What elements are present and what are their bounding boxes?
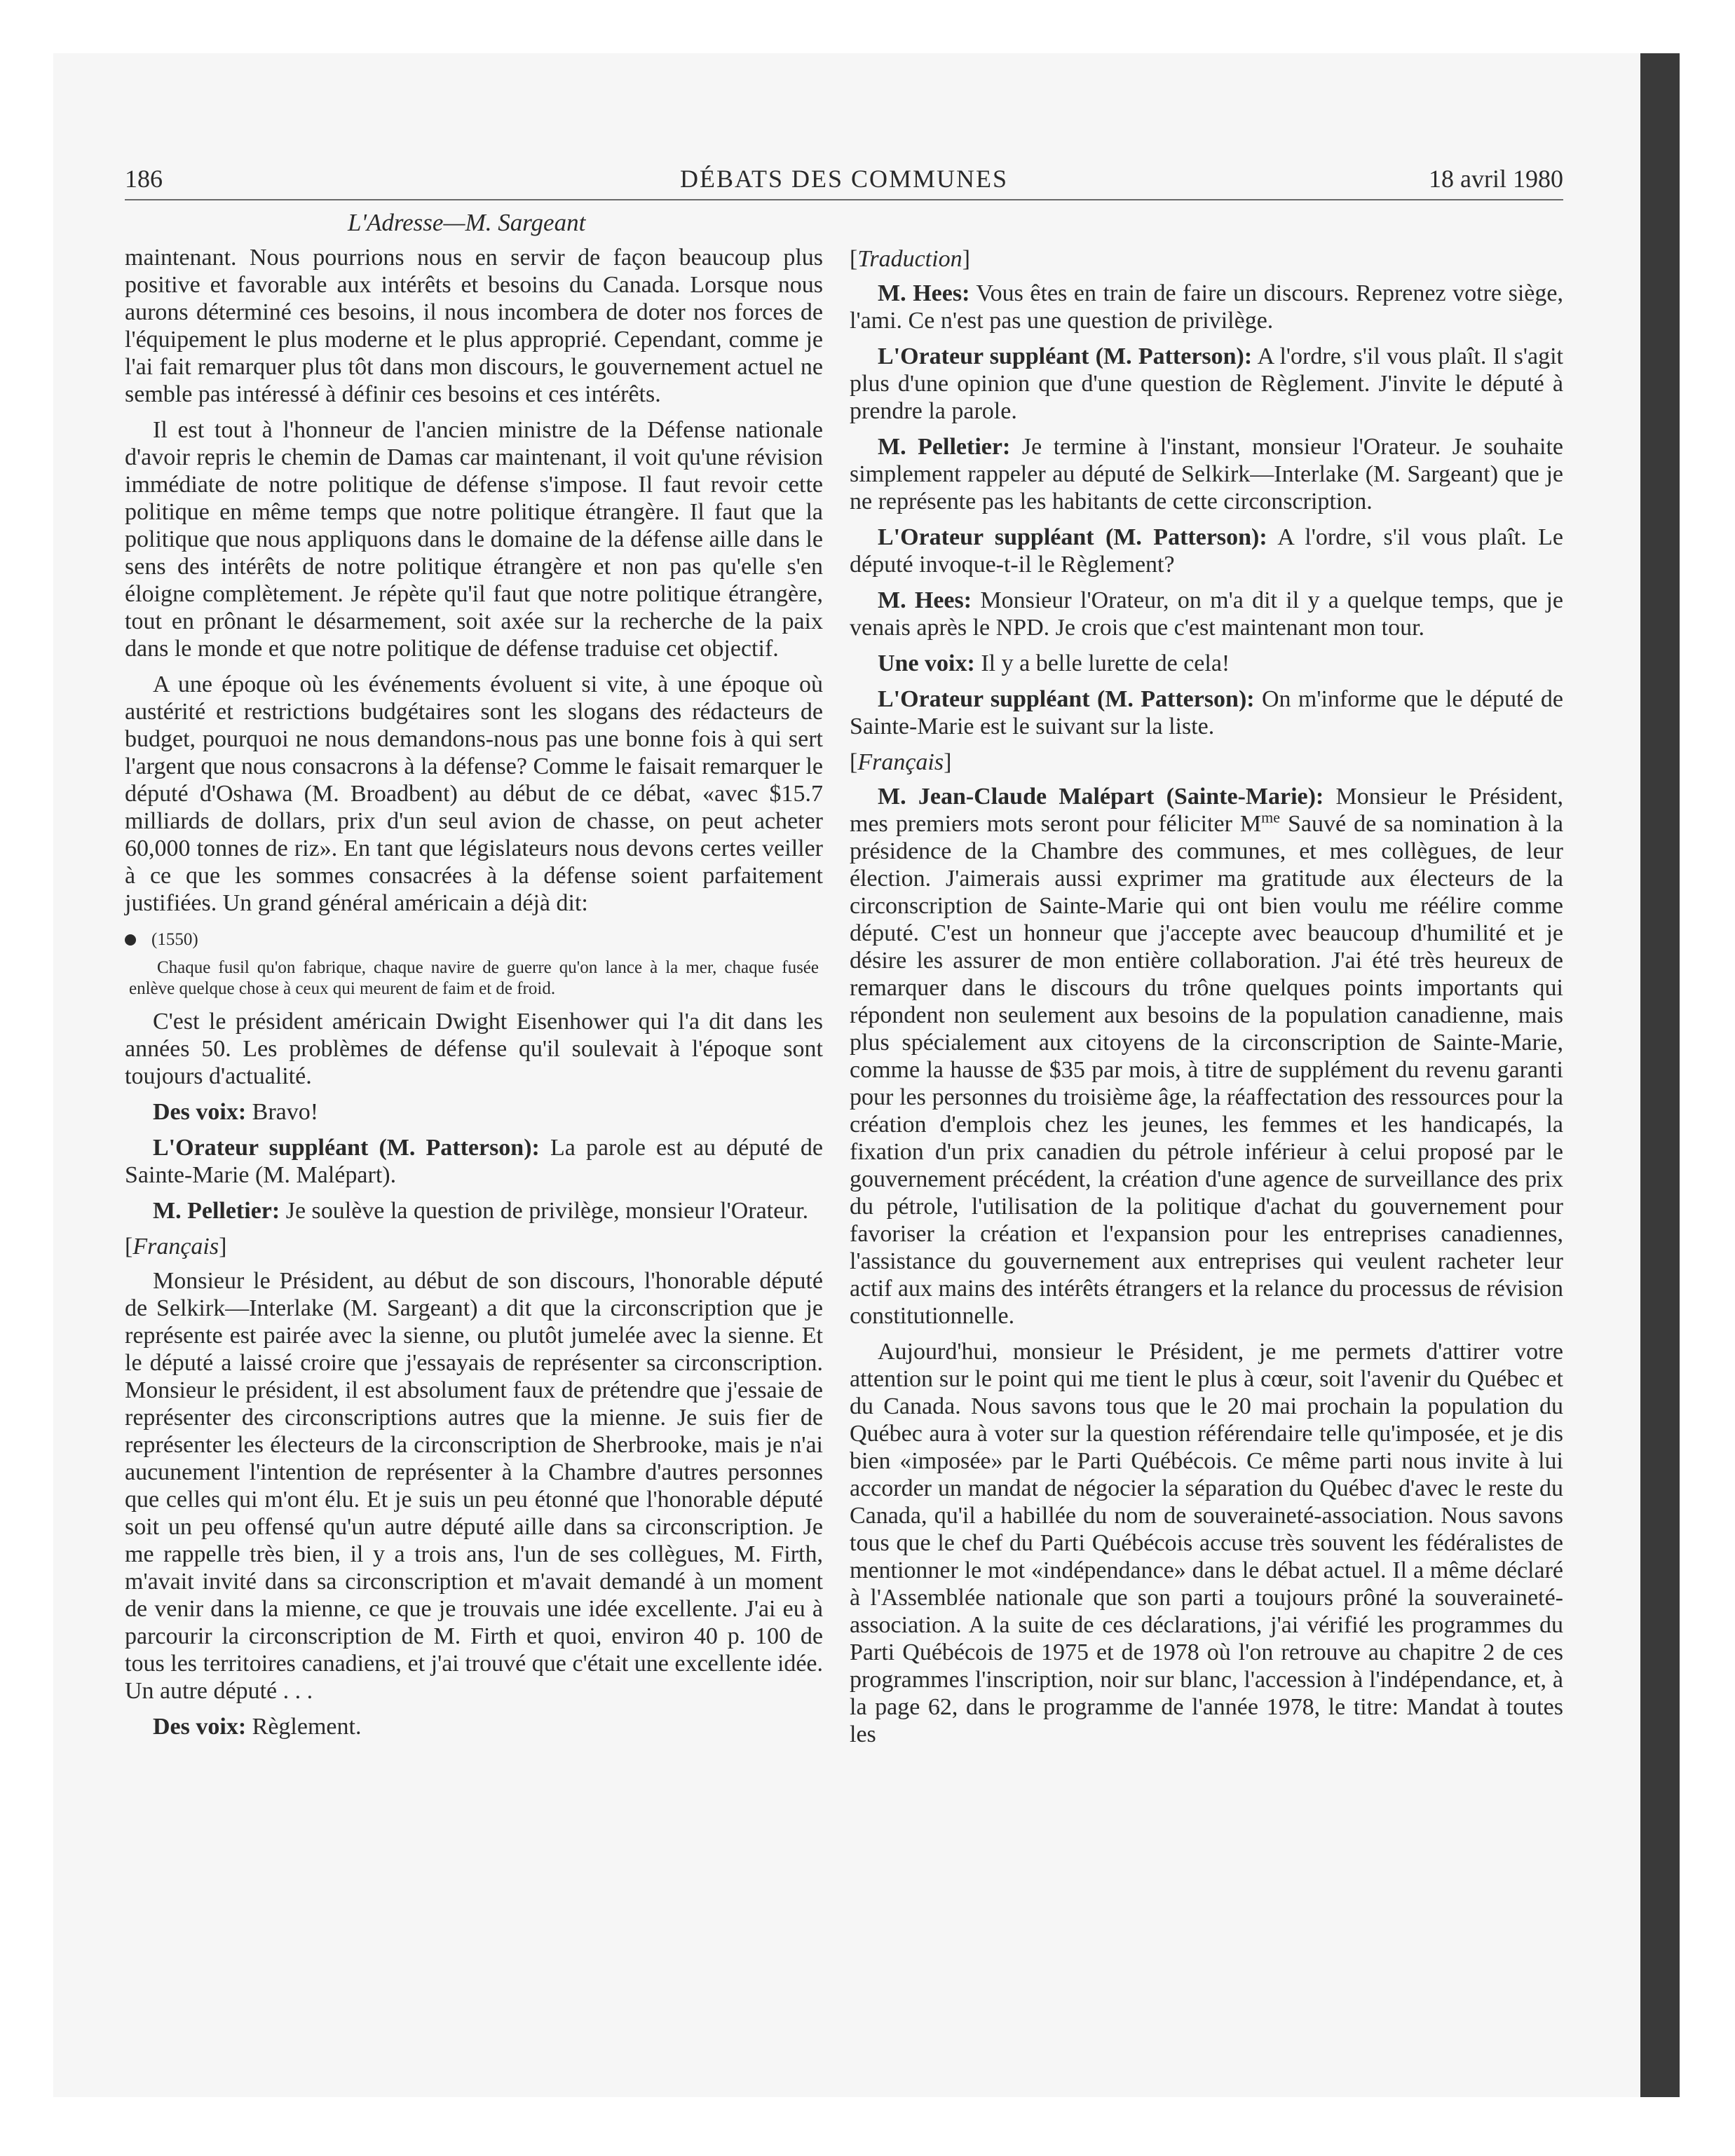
speech bbox=[125, 1713, 823, 1740]
paragraph: Aujourd'hui, monsieur le Président, je me permets d'attirer votre attention sur le point qui me tient le plus à cœur, soit l'avenir du Québec et du Canada. Nous savons tous que le 20 mai prochain la population du Québec aura à voter sur la question référendaire telle qu'imposée, et je dis bien «imposée» par le Parti Québécois. Ce même parti nous invite à lui accorder un mandat de négocier la séparation du Québec d'avec le reste du Canada, qu'il a habillée du nom de souveraineté-association. Nous savons tous que le chef du Parti Québécois accuse très souvent les fédéralistes de mentionner le mot «indépendance» dans le débat actuel. Il a même déclaré à l'Assemblée nationale que son parti a toujours prôné la souveraineté-association. A la suite de ces déclarations, j'ai vérifié les programmes du Parti Québécois de 1975 et de 1978 où l'on retrouve au chapitre 2 de ces programmes l'inscription, noir sur blanc, l'accession à l'indépendance, et, à la page 62, dans le programme de l'année 1978, le titre: Mandat à toutes les bbox=[850, 1339, 1563, 1747]
speech bbox=[125, 1098, 823, 1126]
speaker-name: L'Orateur suppléant (M. Patterson): bbox=[878, 686, 1255, 712]
speech-text: On m'informe que le député de Sainte-Marie est le suivant sur la liste. bbox=[850, 686, 1563, 739]
language-tag: [Français] bbox=[850, 749, 952, 775]
superscript: me bbox=[1261, 808, 1281, 826]
header-date: 18 avril 1980 bbox=[1429, 165, 1563, 193]
language-tag: [Français] bbox=[125, 1234, 227, 1260]
speech bbox=[850, 685, 1563, 740]
running-header bbox=[125, 158, 1563, 200]
speech bbox=[850, 783, 1563, 1330]
speech bbox=[850, 650, 1563, 677]
paragraph: C'est le président américain Dwight Eisenhower qui l'a dit dans les années 50. Les problèmes de défense qu'il soulevait à l'époque sont toujours d'actualité. bbox=[125, 1009, 823, 1089]
speaker-name: M. Hees: bbox=[878, 280, 970, 306]
paragraph: A une époque où les événements évoluent si vite, à une époque où austérité et restrictions budgétaires sont les slogans des rédacteurs de budget, pourquoi ne nous demandons-nous pas une bonne fois à qui sert l'argent que nous consacrons à la défense? Comme le faisait remarquer le député d'Oshawa (M. Broadbent) au début de ce débat, «avec $15.7 milliards de dollars, prix d'un seul avion de chasse, on peut acheter 60,000 tonnes de riz». En tant que législateurs nous devons certes veiller à ce que les sommes consacrées à la défense soient parfaitement justifiées. Un grand général américain a déjà dit: bbox=[125, 671, 823, 916]
speech-text: Monsieur le Président, mes premiers mots seront pour féliciter M bbox=[850, 784, 1563, 837]
speaker-name: M. Pelletier: bbox=[878, 434, 1011, 460]
speech-text: Vous êtes en train de faire un discours. Reprenez votre siège, l'ami. Ce n'est pas une question de privilège. bbox=[850, 280, 1563, 334]
page-number: 186 bbox=[125, 165, 163, 193]
speech-text: Je termine à l'instant, monsieur l'Orateur. Je souhaite simplement rappeler au député de Selkirk—Interlake (M. Sargeant) que je ne représente pas les habitants de cette circonscription. bbox=[850, 434, 1563, 514]
paragraph: maintenant. Nous pourrions nous en servir de façon beaucoup plus positive et favorable aux intérêts et besoins du Canada. Lorsque nous aurons déterminé ces besoins, il nous incombera de doter nos forces de l'équipement le plus moderne et le plus approprié. Cependant, comme je l'ai fait remarquer plus tôt dans mon discours, le gouvernement actuel ne semble pas intéressé à définir ces besoins et ces intérêts. bbox=[125, 245, 823, 407]
language-tag-label: Français bbox=[132, 1234, 219, 1260]
publication-title: DÉBATS DES COMMUNES bbox=[679, 165, 1009, 193]
left-column bbox=[125, 244, 823, 1749]
section-subheading: L'Adresse—M. Sargeant bbox=[348, 209, 586, 236]
speech-text: Sauvé de sa nomination à la présidence de la Chambre des communes, et mes collègues, de leur élection. J'aimerais aussi exprimer ma gratitude aux électeurs de la circonscription de Sainte-Marie qui ont bien voulu me réélire comme député. C'est un honneur que j'accepte avec beaucoup d'humilité et je désire les assurer de mon entière collaboration. J'ai été très heureux de remarquer dans le discours du trône quelques points importants qui répondent non seulement aux besoins de la population canadienne, mais plus spécialement aux citoyens de la circonscription de Sainte-Marie, comme la hausse de $35 par mois, à titre de supplément du revenu garanti pour les personnes du troisième âge, la réaffectation des ressources pour la création d'emplois chez les jeunes, les femmes et les handicapés, la fixation d'un prix canadien du pétrole inférieur à celui proposé par le gouvernement précédent, la création d'une agence de surveillance des prix du pétrole, l'utilisation de la politique d'achat du gouvernement pour favoriser la création et l'expansion pour les entreprises canadiennes, l'assistance du gouvernement aux entreprises qui veulent racheter leur actif aux mains des intérêts étrangers et la relance du processus de révision constitutionnelle. bbox=[850, 811, 1563, 1329]
paragraph: Monsieur le Président, au début de son discours, l'honorable député de Selkirk—Interlake (M. Sargeant) a dit que la circonscription que je représente est pairée avec la sienne, ou plutôt jumelée avec la sienne. Et le député a laissé croire que j'essayais de représenter sa circonscription. Monsieur le président, il est absolument faux de prétendre que j'essaie de représenter des circonscriptions autres que la mienne. Je suis fier de représenter les électeurs de la circonscription de Sherbrooke, mais je n'ai aucunement l'intention de représenter à la Chambre d'autres personnes que celles qui m'ont élu. Et je suis un peu étonné que l'honorable député soit un peu offensé qu'un autre député aille dans sa circonscription. Je me rappelle très bien, il y a trois ans, l'un de ses collègues, M. Firth, m'avait invité dans sa circonscription et m'avait demandé à un moment de venir dans la mienne, ce que je trouvais une idée excellente. J'ai eu à parcourir la circonscription de M. Firth et quoi, environ 40 p. 100 de tous les territoires canadiens, et j'ai trouvé que c'était une excellente idée. Un autre député . . . bbox=[125, 1268, 823, 1704]
speech-text: Je soulève la question de privilège, monsieur l'Orateur. bbox=[280, 1198, 809, 1224]
right-column bbox=[850, 245, 1563, 1756]
bullet-icon bbox=[125, 934, 136, 946]
speech bbox=[850, 280, 1563, 334]
time-marker bbox=[125, 929, 823, 950]
language-tag-label: Français bbox=[857, 749, 944, 775]
speech-text: A l'ordre, s'il vous plaît. Le député invoque-t-il le Règlement? bbox=[850, 524, 1563, 578]
speaker-name: L'Orateur suppléant (M. Patterson): bbox=[153, 1135, 540, 1161]
speech bbox=[125, 1134, 823, 1189]
scan-edge-bar bbox=[1640, 53, 1680, 2097]
speaker-name: L'Orateur suppléant (M. Patterson): bbox=[878, 343, 1253, 369]
speaker-name: M. Pelletier: bbox=[153, 1198, 280, 1224]
speech bbox=[850, 343, 1563, 425]
language-tag: [Traduction] bbox=[850, 246, 970, 272]
speech-text: Il y a belle lurette de cela! bbox=[974, 650, 1230, 676]
speaker-name: Des voix: bbox=[153, 1714, 247, 1740]
paragraph: Il est tout à l'honneur de l'ancien ministre de la Défense nationale d'avoir repris le chemin de Damas car maintenant, il voit qu'une révision immédiate de notre politique de défense s'impose. Il faut revoir cette politique en même temps que notre politique étrangère. Il faut que la politique que nous appliquons dans le domaine de la défense aille dans le sens des intérêts de notre politique étrangère et non pas qu'elle s'en éloigne complètement. Je répète qu'il faut que notre politique étrangère, tout en prônant le désarmement, soit axée sur la recherche de la paix dans le monde et que notre politique de défense traduise cet objectif. bbox=[125, 417, 823, 662]
speech-text: Règlement. bbox=[246, 1714, 362, 1740]
speech bbox=[850, 433, 1563, 515]
speaker-name: M. Hees: bbox=[878, 587, 972, 613]
speech-text: La parole est au député de Sainte-Marie (M. Malépart). bbox=[125, 1135, 823, 1188]
speech-text: A l'ordre, s'il vous plaît. Il s'agit plus d'une opinion que d'une question de Règlement. J'invite le député à prendre la parole. bbox=[850, 343, 1563, 424]
speaker-name: L'Orateur suppléant (M. Patterson): bbox=[878, 524, 1267, 550]
language-tag-label: Traduction bbox=[857, 246, 962, 272]
speaker-name: M. Jean-Claude Malépart (Sainte-Marie): bbox=[878, 784, 1324, 810]
speaker-name: Des voix: bbox=[153, 1099, 247, 1125]
block-quote: Chaque fusil qu'on fabrique, chaque navire de guerre qu'on lance à la mer, chaque fusée enlève quelque chose à ceux qui meurent de faim et de froid. bbox=[129, 958, 819, 998]
time-marker-text: (1550) bbox=[151, 930, 198, 949]
speaker-name: Une voix: bbox=[878, 650, 975, 676]
speech bbox=[125, 1197, 823, 1224]
speech-text: Bravo! bbox=[246, 1099, 319, 1125]
speech-text: Monsieur l'Orateur, on m'a dit il y a quelque temps, que je venais après le NPD. Je crois que c'est maintenant mon tour. bbox=[850, 587, 1563, 641]
speech bbox=[850, 524, 1563, 578]
speech bbox=[850, 587, 1563, 641]
